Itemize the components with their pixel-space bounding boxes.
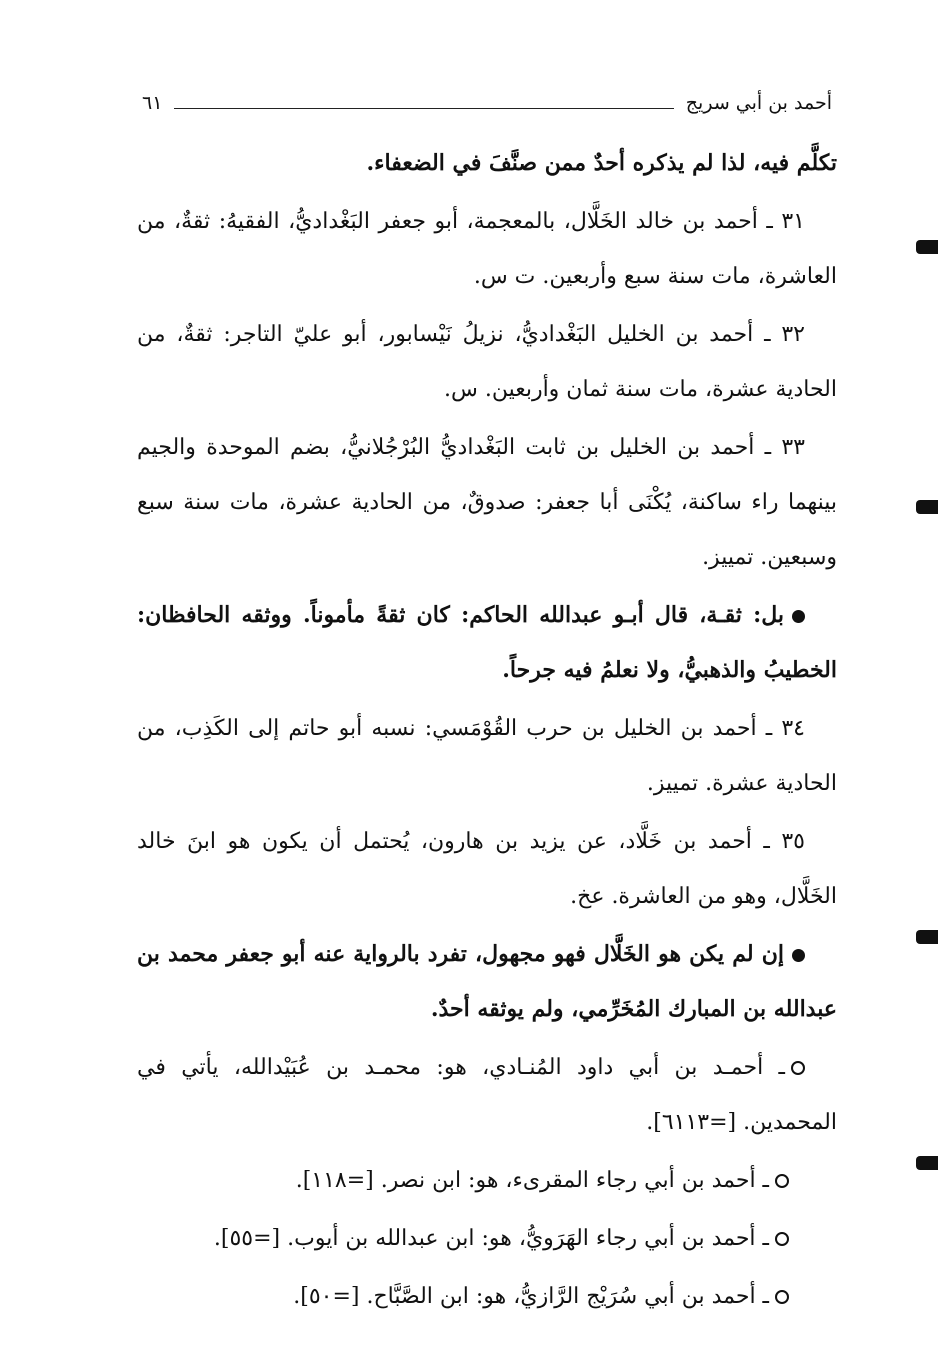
paragraph-continuation: تكلَّم فيه، لذا لم يذكره أحدٌ ممن صنَّفَ في الضعفاء. <box>366 150 837 176</box>
crossref-item <box>137 1269 837 1324</box>
crossref-item <box>137 1153 837 1208</box>
bullet-filled-icon <box>792 949 805 962</box>
thumb-tab-mark <box>916 500 938 514</box>
entry-34: ٣٤ ـ أحمد بن الخليل بن حرب القُوْمَسي: نسبه أبو حاتم إلى الكَذِب، من الحادية عشرة. تمييز. <box>137 716 837 796</box>
entry-33: ٣٣ ـ أحمد بن الخليل بن ثابت البَغْداديُّ البُرْجُلانيُّ، بضم الموحدة والجيم بينهما راء ساكنة، يُكْنَى أبا جعفر: صدوقٌ، من الحادية عشرة، مات سنة سبع وسبعين. تمييز. <box>137 435 837 570</box>
crossref-item <box>137 1040 837 1150</box>
comment-33 <box>137 588 837 698</box>
bullet-hollow-icon <box>775 1290 789 1304</box>
crossref-text: ـ أحمـد بن أبي داود المُنـادي، هو: محمـد بن عُبَيْدالله، يأتي في المحمدين. [=٦١١٣]. <box>137 1055 837 1135</box>
crossref-item <box>137 1211 837 1266</box>
page-body <box>137 136 837 1327</box>
header-title: أحمد بن أبي سريج <box>685 92 832 114</box>
entry-31: ٣١ ـ أحمد بن خالد الخَلَّال، بالمعجمة، أبو جعفر البَغْداديُّ، الفقيهُ: ثقةٌ، من العاشرة، مات سنة سبع وأربعين. ت س. <box>137 209 837 289</box>
entry-32: ٣٢ ـ أحمد بن الخليل البَغْداديُّ، نزيلُ نَيْسابور، أبو عليّ التاجر: ثقةٌ، من الحادية عشرة، مات سنة ثمان وأربعين. س. <box>137 322 837 402</box>
comment-text: إن لم يكن هو الخَلَّال فهو مجهول، تفرد بالرواية عنه أبو جعفر محمد بن عبدالله بن المبارك المُخَرِّمي، ولم يوثقه أحدٌ. <box>137 941 837 1022</box>
page-number: ٦١ <box>142 92 163 114</box>
comment-35 <box>137 927 837 1037</box>
thumb-tab-mark <box>916 930 938 944</box>
bullet-hollow-icon <box>775 1232 789 1246</box>
crossref-text: ـ أحمد بن أبي رجاء المقرىء، هو: ابن نصر. [=١١٨]. <box>295 1168 769 1193</box>
bullet-hollow-icon <box>791 1061 805 1075</box>
thumb-tab-mark <box>916 1156 938 1170</box>
crossref-text: ـ أحمد بن أبي رجاء الهَرَويُّ، هو: ابن عبدالله بن أيوب. [=٥٥]. <box>213 1226 769 1251</box>
entry-35: ٣٥ ـ أحمد بن خَلَّاد، عن يزيد بن هارون، يُحتمل أن يكون هو ابنَ خالد الخَلَّال، وهو من العاشرة. عخ. <box>137 829 837 909</box>
thumb-tab-mark <box>916 240 938 254</box>
bullet-hollow-icon <box>775 1174 789 1188</box>
crossref-text: ـ أحمد بن أبي سُرَيْج الرَّازيُّ، هو: ابن الصَّبَّاح. [=٥٠]. <box>293 1284 769 1309</box>
comment-text: بل: ثقـة، قال أبـو عبدالله الحاكم: كان ثقةً مأموناً. ووثقه الحافظان: الخطيبُ والذهبيُّ، ولا نعلمُ فيه جرحاً. <box>137 602 837 683</box>
bullet-filled-icon <box>792 610 805 623</box>
header-rule <box>174 108 673 109</box>
running-header <box>142 86 832 120</box>
